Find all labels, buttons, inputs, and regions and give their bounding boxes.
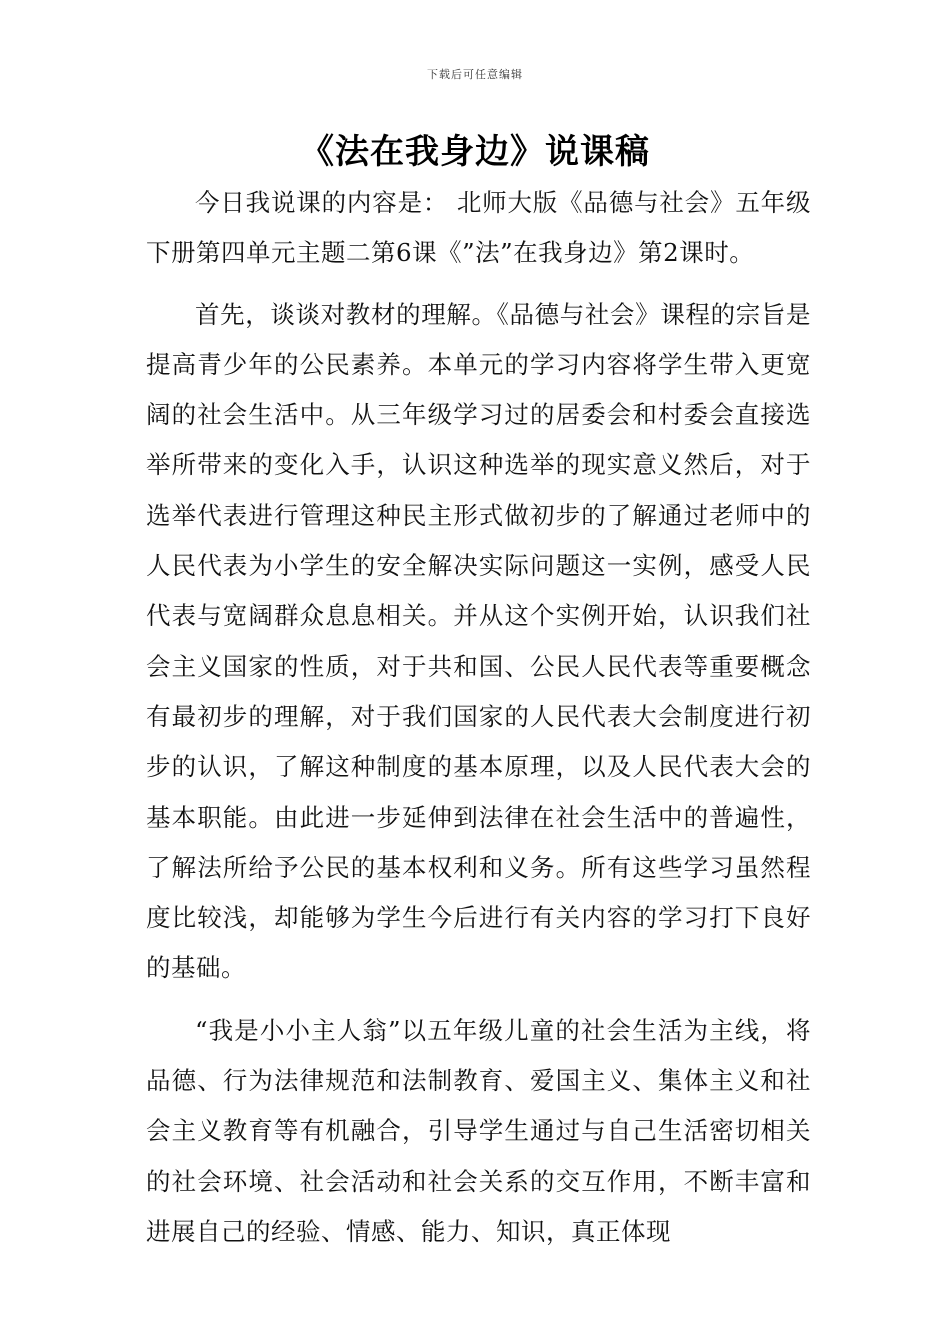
- document-body: [146, 178, 811, 1257]
- paragraph-unit-theme: “我是小小主人翁”以五年级儿童的社会生活为主线，将品德、行为法律规范和法制教育、爱国主义、集体主义和社会主义教育等有机融合，引导学生通过与自己生活密切相关的社会环境、社会活动和社会关系的交互作用，不断丰富和进展自己的经验、情感、能力、知识，真正体现: [146, 1015, 811, 1246]
- page-header-note: 下载后可任意编辑: [427, 68, 523, 81]
- paragraph-textbook-understanding: 首先，谈谈对教材的理解。《品德与社会》课程的宗旨是提高青少年的公民素养。本单元的学习内容将学生带入更宽阔的社会生活中。从三年级学习过的居委会和村委会直接选举所带来的变化入手，认识这种选举的现实意义然后，对于选举代表进行管理这种民主形式做初步的了解通过老师中的人民代表为小学生的安全解决实际问题这一实例，感受人民代表与宽阔群众息息相关。并从这个实例开始，认识我们社会主义国家的性质，对于共和国、公民人民代表等重要概念有最初步的理解，对于我们国家的人民代表大会制度进行初步的认识，了解这种制度的基本原理，以及人民代表大会的基本职能。由此进一步延伸到法律在社会生活中的普遍性，了解法所给予公民的基本权利和义务。所有这些学习虽然程度比较浅，却能够为学生今后进行有关内容的学习打下良好的基础。: [146, 299, 811, 983]
- paragraph-intro: 今日我说课的内容是： 北师大版《品德与社会》五年级下册第四单元主题二第6课《”法”在我身边》第2课时。: [146, 188, 811, 268]
- document-title: 《法在我身边》说课稿: [300, 132, 650, 172]
